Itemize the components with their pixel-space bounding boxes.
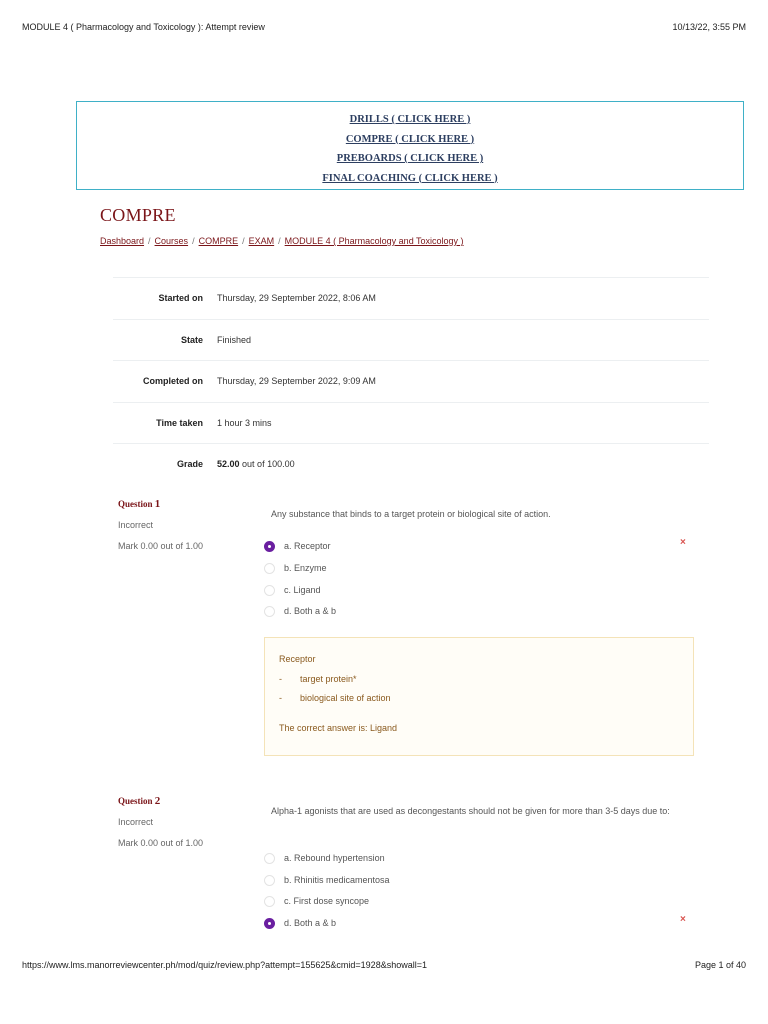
- compre-link[interactable]: COMPRE ( CLICK HERE ): [345, 133, 475, 145]
- radio-button[interactable]: [264, 585, 275, 596]
- feedback-point: [279, 693, 679, 713]
- feedback-point-text: biological site of action: [300, 693, 391, 703]
- question-num: 2: [154, 795, 161, 807]
- summary-label: State: [180, 334, 203, 345]
- summary-label: Completed on: [143, 376, 203, 387]
- question-text: Alpha-1 agonists that are used as decongestants should not be given for more than 3-5 days due to:: [271, 806, 670, 816]
- option-label: b. Rhinitis medicamentosa: [284, 875, 390, 885]
- breadcrumb-separator: /: [242, 236, 245, 246]
- question-info: [118, 498, 203, 563]
- bullet-dash: -: [279, 673, 282, 684]
- summary-row-started: [113, 277, 709, 319]
- breadcrumb-compre[interactable]: COMPRE: [198, 236, 239, 246]
- feedback-box: [264, 637, 694, 756]
- summary-label: Grade: [176, 459, 203, 470]
- feedback-point: [279, 674, 679, 694]
- option-label: a. Receptor: [284, 541, 331, 551]
- bullet-dash: -: [279, 693, 282, 703]
- question-text: Any substance that binds to a target protein or biological site of action.: [271, 509, 551, 519]
- answer-option[interactable]: [264, 539, 331, 553]
- final-coaching-link[interactable]: FINAL COACHING ( CLICK HERE ): [322, 172, 498, 184]
- drills-link[interactable]: DRILLS ( CLICK HERE ): [349, 114, 471, 125]
- breadcrumb-module[interactable]: MODULE 4 ( Pharmacology and Toxicology ): [284, 236, 464, 246]
- summary-row-state: [113, 319, 709, 361]
- breadcrumb-separator: /: [278, 236, 281, 246]
- question-prefix: Question: [118, 499, 153, 509]
- question-number: [118, 795, 203, 817]
- radio-button[interactable]: [264, 853, 275, 864]
- incorrect-icon: ×: [680, 537, 686, 548]
- answer-option[interactable]: [264, 873, 390, 887]
- breadcrumb-separator: /: [148, 236, 151, 246]
- answer-option[interactable]: [264, 604, 336, 618]
- summary-value: 1 hour 3 mins: [217, 417, 272, 428]
- question-mark: Mark 0.00 out of 1.00: [118, 541, 204, 551]
- page-title: COMPRE: [100, 205, 176, 225]
- question-num: 1: [154, 498, 161, 510]
- breadcrumb-separator: /: [192, 236, 195, 246]
- summary-row-grade: [113, 443, 709, 485]
- feedback-point-text: target protein*: [300, 673, 357, 684]
- radio-selected[interactable]: [264, 918, 275, 929]
- preboards-link[interactable]: PREBOARDS ( CLICK HERE ): [336, 153, 484, 164]
- print-datetime: 10/13/22, 3:55 PM: [672, 22, 746, 32]
- radio-button[interactable]: [264, 896, 275, 907]
- summary-value: Finished: [217, 334, 252, 345]
- question-number: [118, 498, 203, 520]
- summary-row-completed: [113, 360, 709, 402]
- question-prefix: Question: [118, 796, 153, 806]
- page-url: https://www.lms.manorreviewcenter.ph/mod/quiz/review.php?attempt=155625&cmid=1928&showall=1: [22, 960, 427, 970]
- breadcrumb-exam[interactable]: EXAM: [248, 236, 275, 246]
- radio-button[interactable]: [264, 875, 275, 886]
- option-label: d. Both a & b: [284, 918, 337, 928]
- summary-label: Started on: [158, 293, 203, 304]
- radio-button[interactable]: [264, 606, 275, 617]
- summary-row-time-taken: [113, 402, 709, 444]
- radio-selected[interactable]: [264, 541, 275, 552]
- grade-score: 52.00: [217, 459, 240, 470]
- option-label: b. Enzyme: [284, 563, 327, 573]
- question-mark: Mark 0.00 out of 1.00: [118, 838, 204, 848]
- answer-option[interactable]: [264, 583, 321, 597]
- feedback-heading: Receptor: [279, 654, 316, 664]
- summary-value: Thursday, 29 September 2022, 8:06 AM: [217, 293, 376, 304]
- option-label: c. First dose syncope: [284, 896, 370, 906]
- attempt-summary-table: [113, 277, 709, 485]
- answer-option[interactable]: [264, 916, 336, 930]
- question-info: [118, 795, 203, 860]
- page-number: Page 1 of 40: [694, 960, 746, 970]
- summary-value: Thursday, 29 September 2022, 9:09 AM: [217, 376, 376, 387]
- option-label: d. Both a & b: [284, 606, 337, 616]
- answer-option[interactable]: [264, 894, 369, 908]
- grade-value: [217, 459, 295, 469]
- breadcrumb-courses[interactable]: Courses: [154, 236, 189, 246]
- answer-option[interactable]: [264, 561, 327, 575]
- grade-suffix: out of 100.00: [242, 459, 295, 470]
- incorrect-icon: ×: [680, 914, 686, 925]
- breadcrumb-dashboard[interactable]: Dashboard: [100, 236, 145, 246]
- breadcrumb: [100, 236, 464, 246]
- question-status: Incorrect: [118, 519, 154, 530]
- option-label: c. Ligand: [284, 585, 321, 595]
- summary-label: Time taken: [156, 417, 203, 428]
- radio-button[interactable]: [264, 563, 275, 574]
- question-status: Incorrect: [118, 816, 154, 827]
- print-header: [22, 22, 746, 36]
- option-label: a. Rebound hypertension: [284, 853, 385, 863]
- print-title: MODULE 4 ( Pharmacology and Toxicology ): Attempt review: [22, 22, 265, 32]
- answer-option[interactable]: [264, 851, 385, 865]
- correct-answer: The correct answer is: Ligand: [279, 722, 398, 733]
- links-banner: [76, 101, 744, 190]
